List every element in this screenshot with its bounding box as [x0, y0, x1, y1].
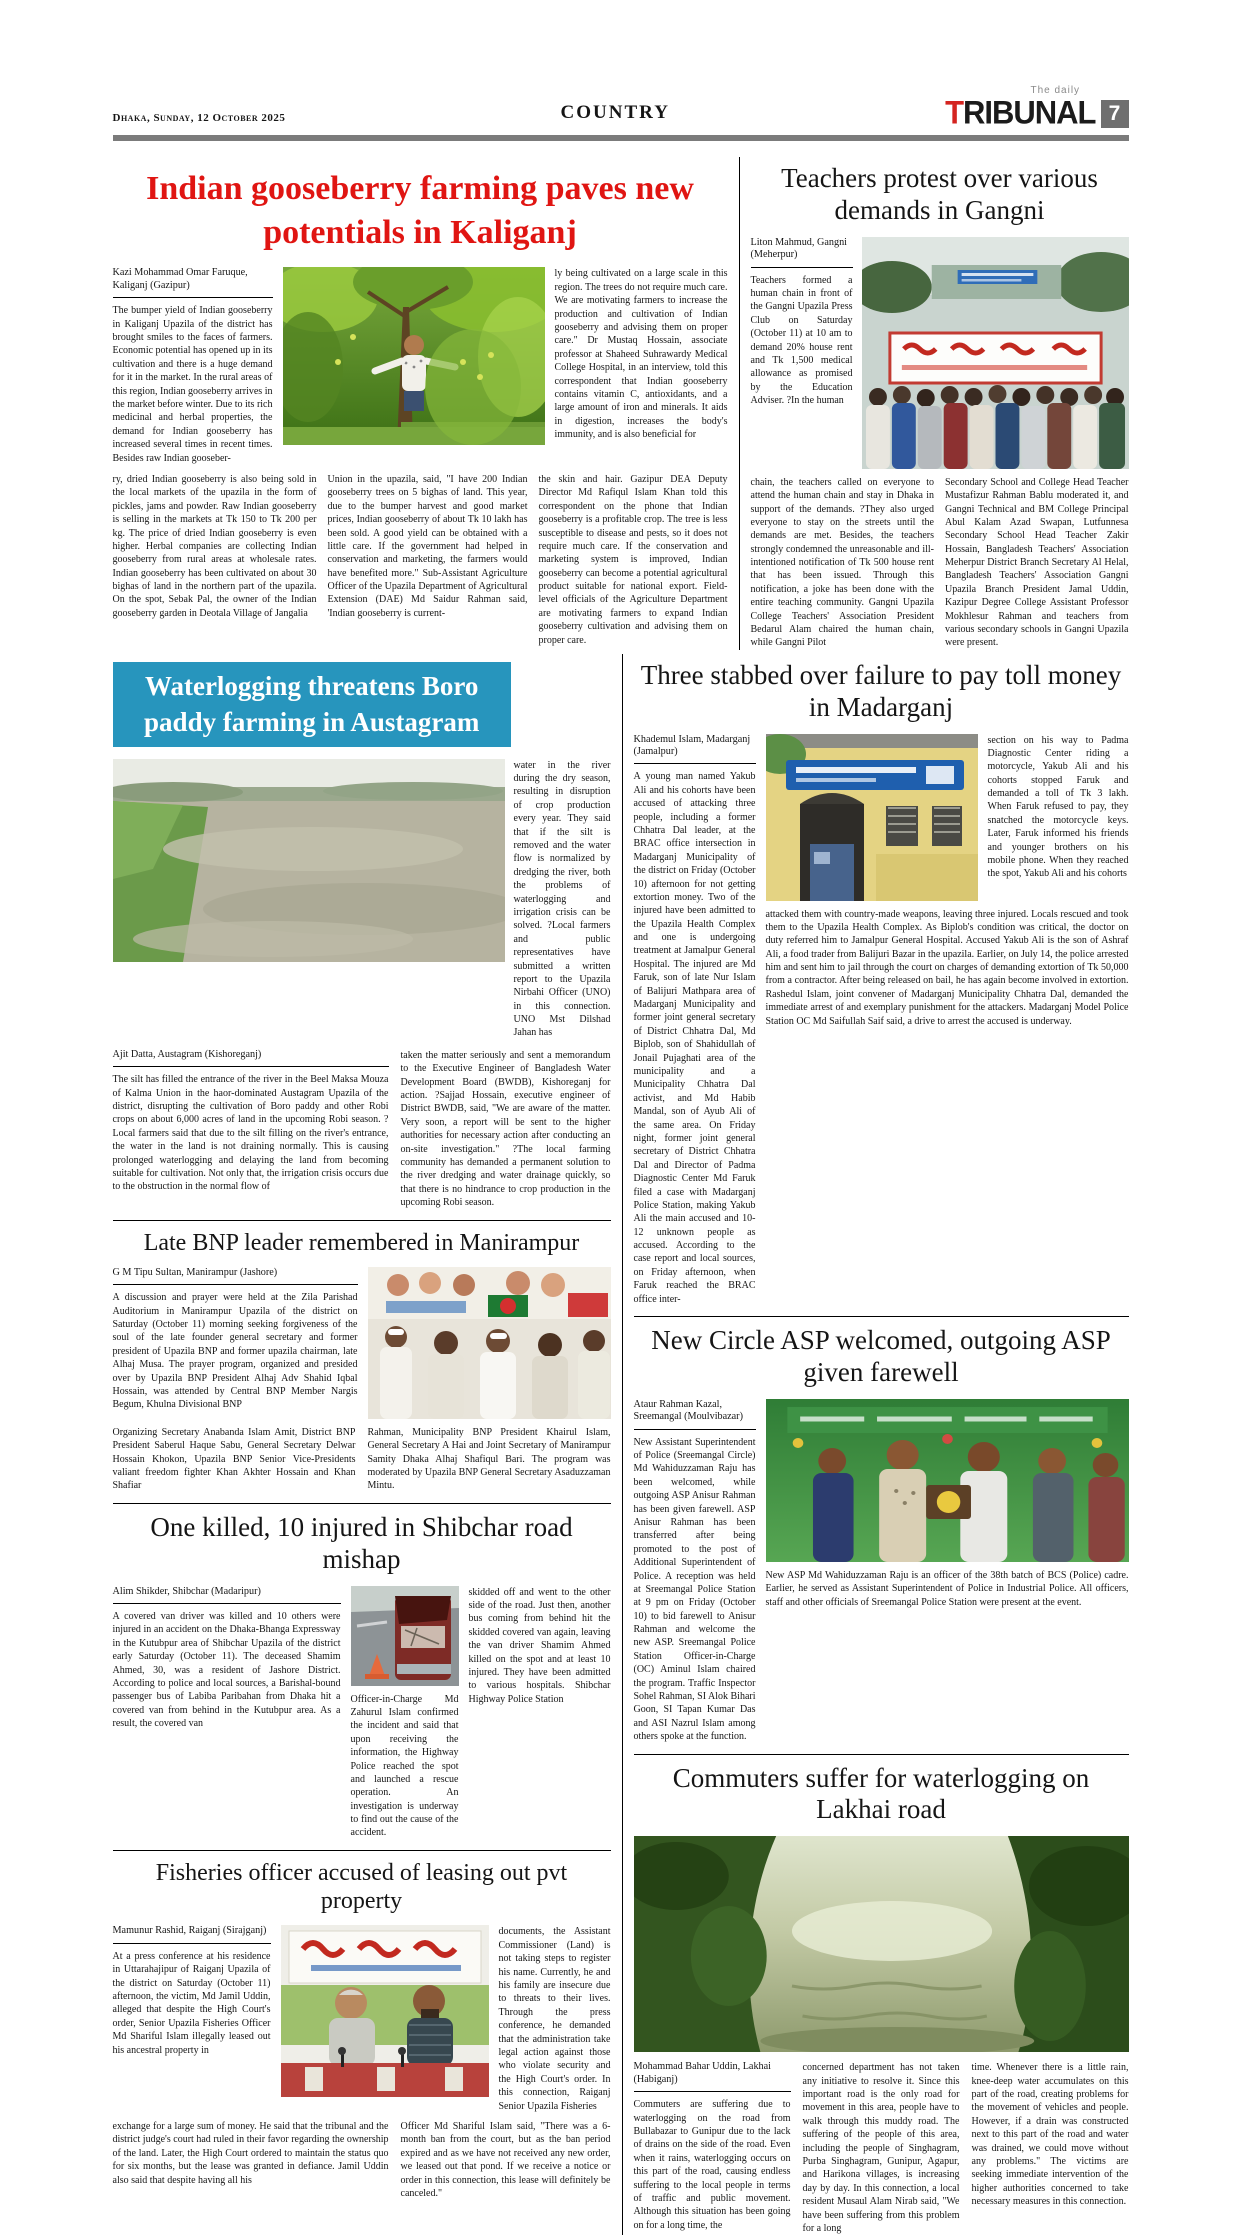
dateline: Dhaka, Sunday, 12 October 2025: [112, 112, 286, 124]
masthead-tagline: The daily: [1030, 85, 1081, 96]
lakhai-text-col3: time. Whenever there is a little rain, knee-deep water accumulates on this part of the road, creating problems for the movement of vehicles and people. However, if a drain was constructed next to this part of the road and water was drained, we could move without any problems." The victims are seeking immediate intervention of the higher authorities concerned to take necessary measures in this connection.: [971, 2062, 1129, 2208]
madarganj-text-col2: section on his way to Padma Diagnostic Center riding a motorcycle, Yakub Ali and his cohorts stopped Faruk and demanded a toll of Tk 3 lakh. When Faruk refused to pay, they snatched the motorcycle keys. Later, Faruk informed his friends and younger brothers on his mobile phone. When they reached the spot, Yakub Ali and his cohorts: [987, 734, 1129, 880]
gooseberry-garden-photo: [283, 267, 545, 445]
asp-byline: Ataur Rahman Kazal, Sreemangal (Moulvibazar): [634, 1399, 756, 1430]
shibchar-text-col2: skidded off and went to the other side of the road. Just then, another bus coming from behind hit the skidded covered van again, leaving the van driver Shamim Ahmed killed on the spot and at least 10 injured. They have been admitted to various hospitals. Shibchar Highway Police Station: [468, 1586, 611, 1705]
shibchar-byline: Alim Shikder, Shibchar (Madaripur): [113, 1586, 341, 1604]
teachers-text-col1: Teachers formed a human chain in front of the Gangni Upazila Press Club on Saturday (October 11) at 10 am to demand 20% house rent and Tk 1,500 medical allowance as promised by the Education Adviser. ?In the human: [750, 274, 853, 407]
fisheries-text-col1: At a press conference at his residence in Uttarahajipur of Raiganj Upazila of the district on Saturday (October 11) afternoon, the victim, Md Jamil Uddin, alleged that despite the High Court's order, Senior Upazila Fisheries Officer Md Shariful Islam illegally leased out his ancestral property in: [112, 1950, 271, 2056]
bnp-meeting-photo: [368, 1267, 611, 1419]
lakhai-flooded-road-photo: [634, 1836, 1129, 2052]
column-divider-top: [739, 157, 740, 650]
article-separator: [113, 1850, 611, 1851]
page-number-badge: 7: [1101, 100, 1129, 128]
article-separator: [113, 1503, 611, 1504]
teachers-text-col3: Secondary School and College Head Teacher Mustafizur Rahman Bablu moderated it, and Gangni Technical and BM College Principal Abul Kalam Azad Swapan, Lutfunnesa Secondary School Head Teacher Zakir Hossain, Bangladesh Teachers' Association Meherpur District Branch Secretary Al Helal, Bangladesh Teachers' Association Gangni Upazila Branch President Jamal Uddin, Kazipur Degree College Assistant Professor Mokhlesur Rahman and teachers from various secondary schools in Gangni Upazila were present.: [945, 476, 1129, 649]
article-shibchar: [113, 1512, 611, 1840]
fisheries-byline: Mamunur Rashid, Raiganj (Sirajganj): [113, 1925, 271, 1943]
teachers-headline: Teachers protest over various demands in Gangni: [781, 163, 1098, 225]
austagram-text-left: The silt has filled the entrance of the river in the Beel Maksa Mouza of Kalma Union in the haor-dominated Austagram Upazila of the district, disrupting the cultivation of Boro paddy and other Robi crops on about 6,000 acres of land in the upcoming Robi season. ?Local farmers said that due to the silt filling on the river's entrance, the water in the land is not draining normally. This is causing prolonged waterlogging and delaying the land from becoming suitable for cultivation. Not only that, the irrigation crisis occurs due to the obstruction in the normal flow of: [112, 1074, 389, 1193]
bnp-text-col2: Organizing Secretary Anabanda Islam Amit, District BNP President Saberul Haque Sabu, General Secretary Delwar Hossain Khokon, Upazila BNP Senior Vice-Presidents valiant freedom fighter Khan Akhter Hossain and Khan Shafiar: [112, 1426, 356, 1492]
article-separator: [634, 1316, 1129, 1317]
shibchar-headline: One killed, 10 injured in Shibchar road mishap: [150, 1511, 573, 1574]
austagram-byline: Ajit Datta, Austagram (Kishoreganj): [113, 1049, 389, 1067]
fisheries-headline: Fisheries officer accused of leasing out pvt property: [155, 1859, 568, 1915]
article-asp: [634, 1325, 1129, 1744]
article-madarganj: [634, 660, 1129, 1306]
lakhai-text-col1: Commuters are suffering due to waterlogging on the road from Bullabazar to Gunipur due to the lack of drains on the side of the road. Even when it rains, waterlogging occurs on this part of the road, causing endless suffering to the local people in terms of traffic and public movement. Although this situation has been going on for a long time, the: [633, 2099, 791, 2231]
madarganj-police-station-photo: [766, 734, 978, 901]
bnp-text-col1: A discussion and prayer were held at the Zila Parishad Auditorium in Manirampur Upazila of the district on Saturday (October 11) morning seeking forgiveness of the soul of the late founder general secretary and former president of Upazila BNP and former upazila chairman, late Alhaj Musa. The prayer program, organized and presided over by Upazila BNP President Alhaj Adv Shahid Iqbal Hossain, was attended by Central BNP Member Nargis Begum, Khulna Divisional BNP: [112, 1292, 358, 1411]
fisheries-press-conference-photo: [281, 1925, 489, 2097]
madarganj-text-col1: A young man named Yakub Ali and his cohorts have been accused of attacking three people, including a former Chhatra Dal leader, at the BRAC office intersection in Madarganj Municipality of the district on Friday (October 10) afternoon for not getting extortion money. Two of the injured have been admitted to the Upazila Health Complex and one is undergoing treatment at Jamalpur General Hospital. The injured are Md Faruk, son of late Nur Islam of Balijuri Mathpara area of Madarganj Municipality and former joint general secretary of District Chhatra Dal, Md Biplob, son of Shahidullah of Jonail Pujaghati area of the municipality and a Municipality Chhatra Dal activist, and Md Habib Mandal, son of Ayub Ali of the same area. On Friday night, former joint general secretary of District Chhatra Dal and Director of Padma Diagnostic Center Md Faruk filed a case with Madarganj Police Station, making Yakub Ali the main accused and 10-12 unknown people as accused. According to the case report and local sources, on Friday afternoon, when Faruk reached the BRAC office inter-: [633, 771, 756, 1305]
gooseberry-text-col4: ry, dried Indian gooseberry is also being sold in the local markets of the upazila in the form of pickles, jams and powder. Raw Indian gooseberry is selling in the markets at Tk 150 to Tk 200 per kg. The price of dried Indian gooseberry is even higher. Herbal companies are collecting Indian gooseberry from rural areas at wholesale rates. Indian gooseberry has been cultivated on about 30 bighas of land in the northern part of the upazila. On the spot, Sebak Pal, the owner of the Indian gooseberry garden in Deotala Village of Jangalia: [112, 473, 317, 619]
bnp-byline: G M Tipu Sultan, Manirampur (Jashore): [113, 1267, 358, 1285]
fisheries-text-col4: Officer Md Shariful Islam said, "There was a 6-month ban from the court, but as the ban period expired and as we have not received any new order, we leased out that pond. If we receive a notice or order in this connection, this lease will definitely be canceled.": [400, 2120, 611, 2199]
austagram-text-side: water in the river during the dry season, resulting in disruption of crop production every year. They said that if the silt is removed and the water flow is normalized by dredging the river, both the problems of waterlogging and irrigation crisis can be solved. ?Local farmers and public representatives have submitted a written report to the Upazila Nirbahi Officer (UNO) in this connection. UNO Mst Dilshad Jahan has: [513, 759, 611, 1039]
article-austagram: [113, 662, 611, 1210]
asp-text-col2: New ASP Md Wahiduzzaman Raju is an officer of the 38th batch of BCS (Police) cadre. Earlier, he served as Assistant Superintendent of Police in Industrial Police. All officers, staff and other officials of Sreemangal Police Station were present at the event.: [765, 1569, 1129, 1608]
gooseberry-text-col5: Union in the upazila, said, "I have 200 Indian gooseberry trees on 5 bighas of land. This year, due to the bumper harvest and good market prices, Indian gooseberry of about Tk 10 lakh has been sold. A good yield can be obtained with a little care. If the government had helped in conservation and marketing, the farmers would have benefited more." Sub-Assistant Agriculture Officer of the Upazila Department of Agricultural Extension (DAE) Md Saidur Rahman said, 'Indian gooseberry is current-: [327, 473, 528, 619]
teachers-text-col2: chain, the teachers called on everyone to attend the human chain and stay in Dhaka in support of the demands. ?They also urged everyone to stay on the streets until the demands are met. Besides, the teachers strongly condemned the unreasonable and ill-intentioned notification of Tk 500 house rent that has been issued. Through this notification, a joke has been done with the entire teaching community. Gangni Upazila College Teachers' Association President Bedarul Alam chaired the human chain, while Gangni Pilot: [750, 476, 934, 649]
article-bnp: [113, 1229, 611, 1493]
column-divider-main: [622, 654, 623, 2235]
gooseberry-text-col3: ly being cultivated on a large scale in this region. The trees do not require much care. We are motivating farmers to increase the production and cultivation of Indian gooseberry and advising them on proper care." Dr Mustaq Hossain, associate professor at Shaheed Suhrawardy Medical College Hospital, in an interview, told this correspondent that Indian gooseberry contains vitamin C, antioxidants, and a large amount of iron and minerals. It aids in digestion, increases the body's immunity, and is also beneficial for: [554, 268, 728, 441]
austagram-headline: Waterlogging threatens Boro paddy farming in Austagram: [113, 662, 511, 747]
lakhai-headline: Commuters suffer for waterlogging on Lakhai road: [672, 1762, 1090, 1825]
teachers-byline: Liton Mahmud, Gangni (Meherpur): [751, 237, 853, 268]
page-header: [112, 85, 1129, 131]
madarganj-byline: Khademul Islam, Madarganj (Jamalpur): [634, 734, 756, 765]
fisheries-text-col2: documents, the Assistant Commissioner (Land) is not taking steps to register his name. Currently, he and his family are insecure due to threats to their lives. Through the press conference, he demanded that the administration take legal action against those who violate security and the High Court's order. In this connection, Raiganj Senior Upazila Fisheries: [498, 1926, 611, 2112]
fisheries-text-col3: exchange for a large sum of money. He said that the tribunal and the district judge's court had ruled in their favor regarding the ownership of the land. Later, the High Court ordered to maintain the status quo for six months, but the lease was granted in defiance. Jamil Uddin also said that despite having all his: [112, 2120, 389, 2186]
asp-text-col1: New Assistant Superintendent of Police (Sreemangal Circle) Md Wahiduzzaman Raju has been welcomed, while outgoing ASP Anisur Rahman has been given farewell. ASP Anisur Rahman has been transferred after being promoted to the post of Additional Superintendent of Police. A reception was held at Sreemangal Police Station at 9 pm on Friday (October 10) to bid farewell to Anisur Rahman and welcome the new ASP. Sreemangal Police Station Officer-in-Charge (OC) Aminul Islam chaired the program. Traffic Inspector Sohel Rahman, SI Alok Bihari Goon, SI Tapan Kumar Das and ASI Nazrul Islam among others spoke at the function.: [633, 1436, 756, 1743]
section-title: COUNTRY: [560, 102, 670, 123]
asp-headline: New Circle ASP welcomed, outgoing ASP given farewell: [651, 1325, 1111, 1387]
gooseberry-text-col1: The bumper yield of Indian gooseberry in Kaliganj Upazila of the district has brought smiles to the faces of farmers. Economic potential has opened up in its cultivation and there is a huge demand for it in the market. In the rural areas of this region, Indian gooseberry arrives in the market before winter. Due to its rich medicinal and herbal properties, the demand for Indian gooseberry has increased several times in recent times. Besides raw Indian gooseber-: [112, 305, 273, 464]
bnp-headline: Late BNP leader remembered in Manirampur: [143, 1229, 580, 1256]
madarganj-text-col3: attacked them with country-made weapons, leaving three injured. Locals rescued and took them to the Upazila Health Complex. As Biplob's condition was critical, the doctor on duty referred him to Jamalpur General Hospital. Accused Yakub Ali is the son of Ashraf Ali, a food trader from Balijuri Bazar in the upazila. Earlier, on July 14, the police arrested him and sent him to jail through the court on charges of demanding extortion of Tk 50,000 from a contractor. After being released on bail, he has again become involved in extortion. Rashedul Islam, joint convener of Madarganj Municipality Chhatra Dal, demanded the immediate arrest of and exemplary punishment for the attackers. Madarganj Model Police Station OC Md Saifullah Saif said, a drive to arrest the accused is underway.: [765, 908, 1129, 1027]
shibchar-bus-crash-photo: [351, 1586, 459, 1686]
shibchar-text-col1: A covered van driver was killed and 10 others were injured in an accident on the Dhaka-Bhanga Expressway in the Kutubpur area of Shibchar Upazila of the district early Saturday (October 11). The deceased Shamim Ahmed, 30, was a resident of Jashore District. According to police and local sources, a Barishal-bound passenger bus of Labiba Paribahan from Dhaka hit a covered van from behind in the Kutubpur area. As a result, the covered van: [112, 1610, 341, 1730]
article-separator: [113, 1220, 611, 1221]
austagram-text-right: taken the matter seriously and sent a memorandum to the Executive Engineer of Bangladesh Water Development Board (BWDB), Kishoreganj for action. ?Sajjad Hossain, executive engineer of District BWDB, said, "We are aware of the matter. Very soon, a report will be sent to the higher authorities for necessary action after conducting an on-site investigation." ?The local farming community has demanded a permanent solution to the river dredging and water drainage quickly, so that there is no hindrance to crop production in the upcoming Robi season.: [400, 1049, 611, 1209]
gooseberry-text-col6: the skin and hair. Gazipur DEA Deputy Director Md Rafiqul Islam Khan told this correspondent on the phone that Indian gooseberry is a profitable crop. The tree is less susceptible to disease and pests, so it does not require much care. If the conservation and marketing system is improved, Indian gooseberry can become a potential agricultural product suitable for national export. Field-level officials of the Agriculture Department are motivating farmers to expand Indian gooseberry cultivation and advising them on proper care.: [538, 473, 728, 646]
teachers-human-chain-photo: [862, 237, 1129, 469]
lakhai-text-col2: concerned department has not taken any initiative to resolve it. Since this important road is the only road for movement in this area, people have to walk through this muddy road. The suffering of the people of this area, including the people of Singhagram, Purba Singhagram, Gunipur, Agapur, and Harikona villages, is increasing day by day. In this connection, a local resident Musaul Alam Nirab said, "We have been suffering from this problem for a long: [802, 2062, 960, 2234]
newspaper-page: [113, 0, 1129, 2235]
masthead-title: TRIBUNAL: [945, 94, 1096, 131]
article-fisheries: [113, 1859, 611, 2200]
lakhai-byline: Mohammad Bahar Uddin, Lakhai (Habiganj): [634, 2061, 791, 2092]
shibchar-text-col3: Officer-in-Charge Md Zahurul Islam confirmed the incident and said that upon receiving the information, the Highway Police reached the spot and launched a rescue operation. An investigation is underway to find out the cause of the accident.: [350, 1693, 459, 1839]
header-rule: [113, 135, 1129, 141]
article-teachers: [751, 157, 1129, 650]
madarganj-headline: Three stabbed over failure to pay toll money in Madarganj: [640, 659, 1122, 722]
asp-farewell-photo: [766, 1399, 1129, 1562]
article-lakhai: [634, 1763, 1129, 2235]
austagram-river-photo: [113, 759, 505, 962]
bnp-text-col3: Rahman, Municipality BNP President Khairul Islam, General Secretary A Hai and Joint Secretary of Manirampur Samity Dhaka Alhaj Shafiqul Bari. The program was moderated by Upazila BNP General Secretary Asaduzzaman Mintu.: [367, 1426, 611, 1492]
gooseberry-byline: Kazi Mohammad Omar Faruque, Kaliganj (Gazipur): [113, 267, 273, 298]
gooseberry-headline: Indian gooseberry farming paves new potentials in Kaliganj: [146, 170, 694, 252]
article-gooseberry: [113, 157, 728, 650]
masthead: [945, 85, 1128, 131]
